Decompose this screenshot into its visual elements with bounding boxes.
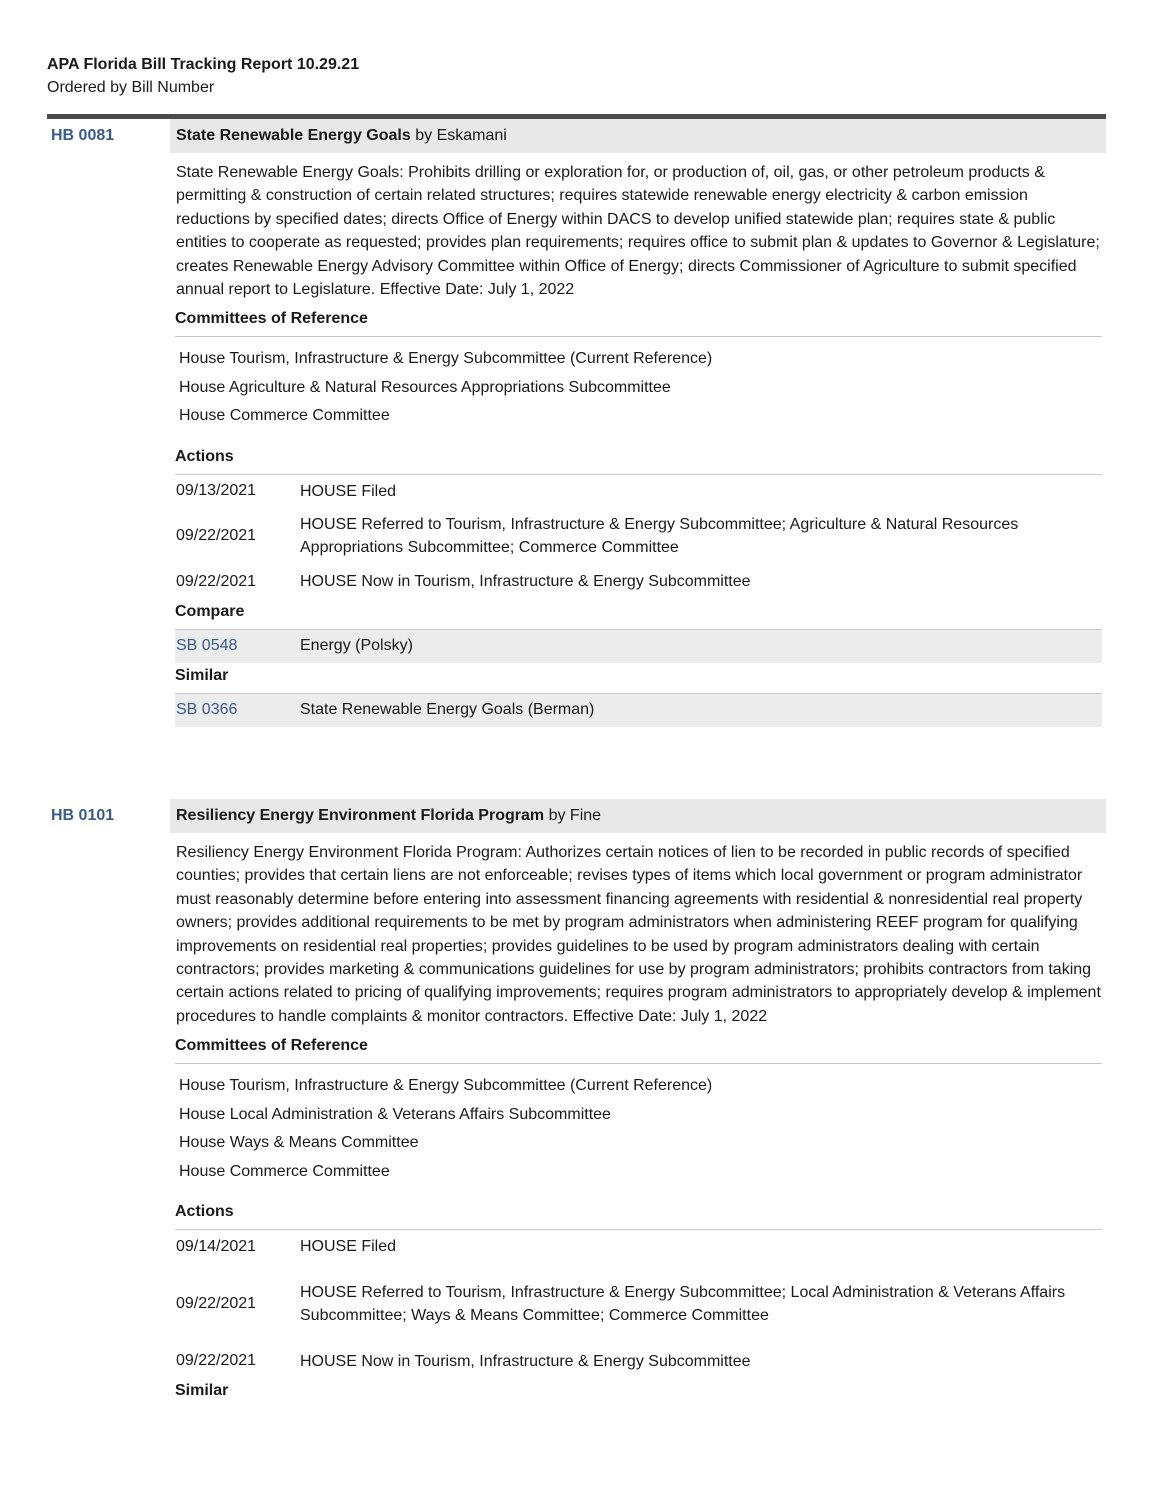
compare-bill-link[interactable]: SB 0548	[176, 637, 238, 655]
action-row	[175, 1263, 1102, 1344]
similar-heading: Similar	[175, 1382, 229, 1400]
by-label: by	[548, 807, 566, 824]
similar-heading: Similar	[175, 663, 1102, 694]
action-text: HOUSE Referred to Tourism, Infrastructure & Energy Subcommittee; Local Administration & Veterans Affairs Subcommittee; Ways & Means Committee; Commerce Committee	[300, 1283, 1066, 1324]
bill-title: State Renewable Energy Goals	[176, 127, 411, 144]
committee-item: House Tourism, Infrastructure & Energy Subcommittee (Current Reference)	[179, 350, 713, 368]
action-row	[175, 508, 1102, 565]
action-text: HOUSE Filed	[300, 1238, 397, 1256]
similar-row	[175, 694, 1102, 727]
bill-summary: State Renewable Energy Goals: Prohibits drilling or exploration for, or production of, oil, gas, or other petroleum products & permitting & construction of certain related structures; requires statewide renewable energy electricity & carbon emission reductions by specified dates; directs Office of Energy within DACS to develop unified statewide plan; requires state & public entities to cooperate as requested; provides plan requirements; requires office to submit plan & updates to Governor & Legislature; creates Renewable Energy Advisory Committee within Office of Energy; directs Commissioner of Agriculture to submit specified annual report to Legislature. Effective Date: July 1, 2022	[176, 164, 1100, 299]
bill-header	[47, 799, 1106, 833]
action-row	[175, 565, 1102, 599]
bill-header	[47, 119, 1106, 153]
action-row	[175, 1344, 1102, 1378]
committee-list	[176, 1064, 1102, 1186]
bill-entry	[47, 119, 1106, 727]
bill-sponsor: Fine	[569, 807, 602, 824]
committees-heading: Committees of Reference	[175, 301, 1102, 337]
bill-sponsor: Eskamani	[436, 127, 507, 144]
action-text: HOUSE Now in Tourism, Infrastructure & Energy Subcommittee	[300, 1352, 751, 1370]
committee-list	[176, 337, 1102, 431]
actions-table	[175, 475, 1102, 599]
action-date: 09/22/2021	[176, 527, 257, 545]
action-row	[175, 475, 1102, 508]
committees-heading: Committees of Reference	[175, 1028, 1102, 1064]
action-date: 09/22/2021	[176, 1352, 257, 1370]
actions-table	[175, 1230, 1102, 1378]
bill-summary: Resiliency Energy Environment Florida Program: Authorizes certain notices of lien to be recorded in public records of specified counties; provides that certain liens are not enforceable; revises types of items which local government or program administrator must reasonably determine before entering into assessment financing agreements with residential & nonresidential real property owners; provides additional requirements to be met by program administrators when administering REEF program for qualifying improvements on residential real properties; provides guidelines to be used by program administrators dealing with certain contractors; provides marketing & communications guidelines for use by program administrators; prohibits contractors from taking certain actions related to pricing of qualifying improvements; requires program administrators to appropriately develop & implement procedures to handle complaints & monitor contractors. Effective Date: July 1, 2022	[176, 844, 1101, 1025]
committee-item: House Tourism, Infrastructure & Energy Subcommittee (Current Reference)	[179, 1077, 713, 1095]
action-date: 09/22/2021	[176, 572, 257, 590]
action-row	[175, 1230, 1102, 1263]
compare-heading: Compare	[175, 599, 1102, 630]
bill-number-link[interactable]: HB 0101	[51, 807, 115, 824]
action-date: 09/22/2021	[176, 1294, 257, 1312]
bill-title: Resiliency Energy Environment Florida Program	[176, 807, 545, 824]
bill-title-bar	[170, 119, 1106, 153]
committee-item: House Local Administration & Veterans Affairs Subcommittee	[179, 1105, 611, 1123]
report-title: APA Florida Bill Tracking Report 10.29.21	[47, 56, 360, 73]
similar-bill-desc: State Renewable Energy Goals (Berman)	[300, 701, 595, 719]
bill-title-bar	[170, 799, 1106, 833]
committee-item: House Agriculture & Natural Resources Appropriations Subcommittee	[179, 378, 671, 396]
compare-bill-desc: Energy (Polsky)	[300, 637, 413, 655]
bill-number-link[interactable]: HB 0081	[51, 127, 115, 144]
committee-item: House Commerce Committee	[179, 407, 390, 425]
action-date: 09/14/2021	[176, 1237, 257, 1255]
action-date: 09/13/2021	[176, 482, 257, 500]
by-label: by	[415, 127, 433, 144]
action-text: HOUSE Filed	[300, 482, 397, 500]
bill-entry	[47, 799, 1106, 1408]
actions-heading: Actions	[175, 1194, 1102, 1230]
similar-bill-link[interactable]: SB 0366	[176, 701, 238, 719]
compare-row	[175, 630, 1102, 663]
report-subtitle: Ordered by Bill Number	[47, 79, 215, 96]
action-text: HOUSE Referred to Tourism, Infrastructure & Energy Subcommittee; Agriculture & Natural Resources Appropriations Subcommittee; Commerce Committee	[300, 516, 1019, 557]
committee-item: House Commerce Committee	[179, 1162, 390, 1180]
action-text: HOUSE Now in Tourism, Infrastructure & Energy Subcommittee	[300, 573, 751, 591]
committee-item: House Ways & Means Committee	[179, 1134, 419, 1152]
actions-heading: Actions	[175, 439, 1102, 475]
